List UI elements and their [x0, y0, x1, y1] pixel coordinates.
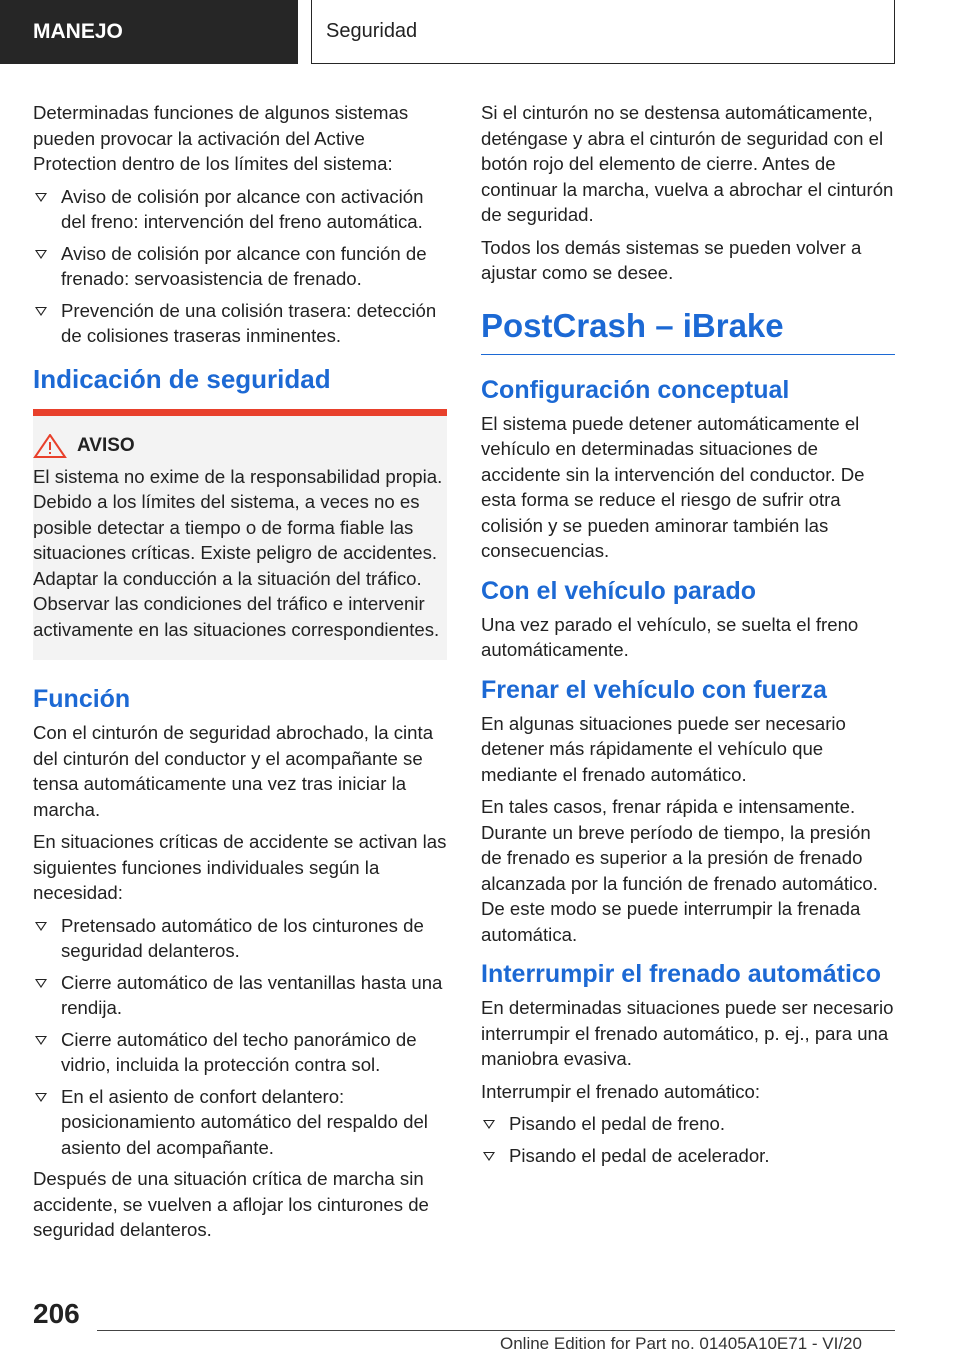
brake-paragraph-2: En tales casos, frenar rápida e intensamente. Durante un breve período de tiempo, la presión de frenado es superior a la presión de frenado alcanzada por la función de frenado automático. De este modo se puede interrumpir la frenada automática.	[481, 796, 878, 945]
warning-box	[33, 409, 447, 661]
list-item: Cierre automático de las ventanillas hasta una rendija.	[33, 970, 447, 1021]
concept-heading: Configuración conceptual	[481, 375, 790, 404]
list-item: Pretensado automático de los cinturones de seguridad delanteros.	[33, 913, 447, 964]
warning-triangle-icon	[33, 434, 67, 458]
list-item: En el asiento de confort delantero: posicionamiento automático del respaldo del asiento del acompañante.	[33, 1084, 447, 1161]
function-paragraph-2: En situaciones críticas de accidente se activan las siguientes funciones individuales según la necesidad:	[33, 831, 447, 903]
warning-text: El sistema no exime de la responsabilidad propia. Debido a los límites del sistema, a veces no es posible detectar a tiempo o de forma fiable las situaciones críticas. Existe peligro de accidentes. Adaptar la conducción a la situación del tráfico. Observar las condiciones del tráfico e intervenir activamente en las situaciones correspondientes.	[33, 465, 443, 640]
safety-heading: Indicación de seguridad	[33, 363, 331, 394]
chapter-tab	[311, 0, 895, 64]
triangle-bullet-icon	[483, 1152, 495, 1161]
interrupt-heading: Interrumpir el frenado automático	[481, 960, 882, 988]
concept-paragraph: El sistema puede detener automáticamente el vehículo en determinadas situaciones de accidente sin la intervención del conductor. De esta forma se reduce el riesgo de sufrir otra colisión y se pueden aminorar también las consecuencias.	[481, 412, 865, 561]
warning-title	[33, 434, 447, 458]
interrupt-paragraph-1: En determinadas situaciones puede ser necesario interrumpir el frenado automático, p. ej., para una maniobra evasiva.	[481, 997, 894, 1069]
list-item: Cierre automático del techo panorámico de vidrio, incluida la protección contra sol.	[33, 1027, 447, 1078]
left-column	[33, 100, 447, 1250]
triangle-bullet-icon	[483, 1120, 495, 1129]
triangle-bullet-icon	[35, 1093, 47, 1102]
page-number: 206	[33, 1298, 80, 1329]
intro-list	[33, 184, 447, 349]
list-item: Pisando el pedal de acelerador.	[481, 1143, 895, 1169]
list-item: Pisando el pedal de freno.	[481, 1111, 895, 1137]
postcrash-heading: PostCrash – iBrake	[481, 306, 895, 355]
function-paragraph-1: Con el cinturón de seguridad abrochado, la cinta del cinturón del conductor y el acompañante se tensa automáticamente una vez tras iniciar la marcha.	[33, 722, 434, 820]
belt-paragraph: Si el cinturón no se destensa automáticamente, deténgase y abra el cinturón de seguridad con el botón rojo del elemento de cierre. Antes de continuar la marcha, vuelva a abrochar el cinturón de seguridad.	[481, 102, 894, 225]
brake-paragraph-1: En algunas situaciones puede ser necesario detener más rápidamente el vehículo que mediante el frenado automático.	[481, 712, 846, 785]
systems-paragraph: Todos los demás sistemas se pueden volver a ajustar como se desee.	[481, 236, 862, 283]
triangle-bullet-icon	[35, 193, 47, 202]
brake-heading: Frenar el vehículo con fuerza	[481, 675, 827, 704]
function-paragraph-3: Después de una situación crítica de marcha sin accidente, se vuelven a aflojar los cinturones de seguridad delanteros.	[33, 1168, 429, 1240]
list-item: Aviso de colisión por alcance con función de frenado: servoasistencia de frenado.	[33, 241, 447, 292]
function-list	[33, 913, 447, 1161]
edition-text: Online Edition for Part no. 01405A10E71 - VI/20	[500, 1334, 862, 1353]
interrupt-list	[481, 1111, 895, 1168]
triangle-bullet-icon	[35, 307, 47, 316]
triangle-bullet-icon	[35, 979, 47, 988]
warning-label: AVISO	[77, 434, 135, 456]
parked-heading: Con el vehículo parado	[481, 576, 757, 605]
intro-paragraph: Determinadas funciones de algunos sistemas pueden provocar la activación del Active Protection dentro de los límites del sistema:	[33, 102, 409, 174]
function-heading: Función	[33, 685, 131, 713]
interrupt-paragraph-2: Interrumpir el frenado automático:	[481, 1080, 761, 1102]
section-title: MANEJO	[33, 20, 123, 43]
section-tab	[0, 0, 298, 64]
triangle-bullet-icon	[35, 922, 47, 931]
list-item: Prevención de una colisión trasera: detección de colisiones traseras inminentes.	[33, 298, 447, 349]
triangle-bullet-icon	[35, 1036, 47, 1045]
footer-divider	[97, 1330, 895, 1331]
right-column	[481, 100, 895, 1174]
parked-paragraph: Una vez parado el vehículo, se suelta el freno automáticamente.	[481, 613, 859, 660]
triangle-bullet-icon	[35, 250, 47, 259]
list-item: Aviso de colisión por alcance con activación del freno: intervención del freno automática.	[33, 184, 447, 235]
chapter-title: Seguridad	[326, 20, 418, 42]
